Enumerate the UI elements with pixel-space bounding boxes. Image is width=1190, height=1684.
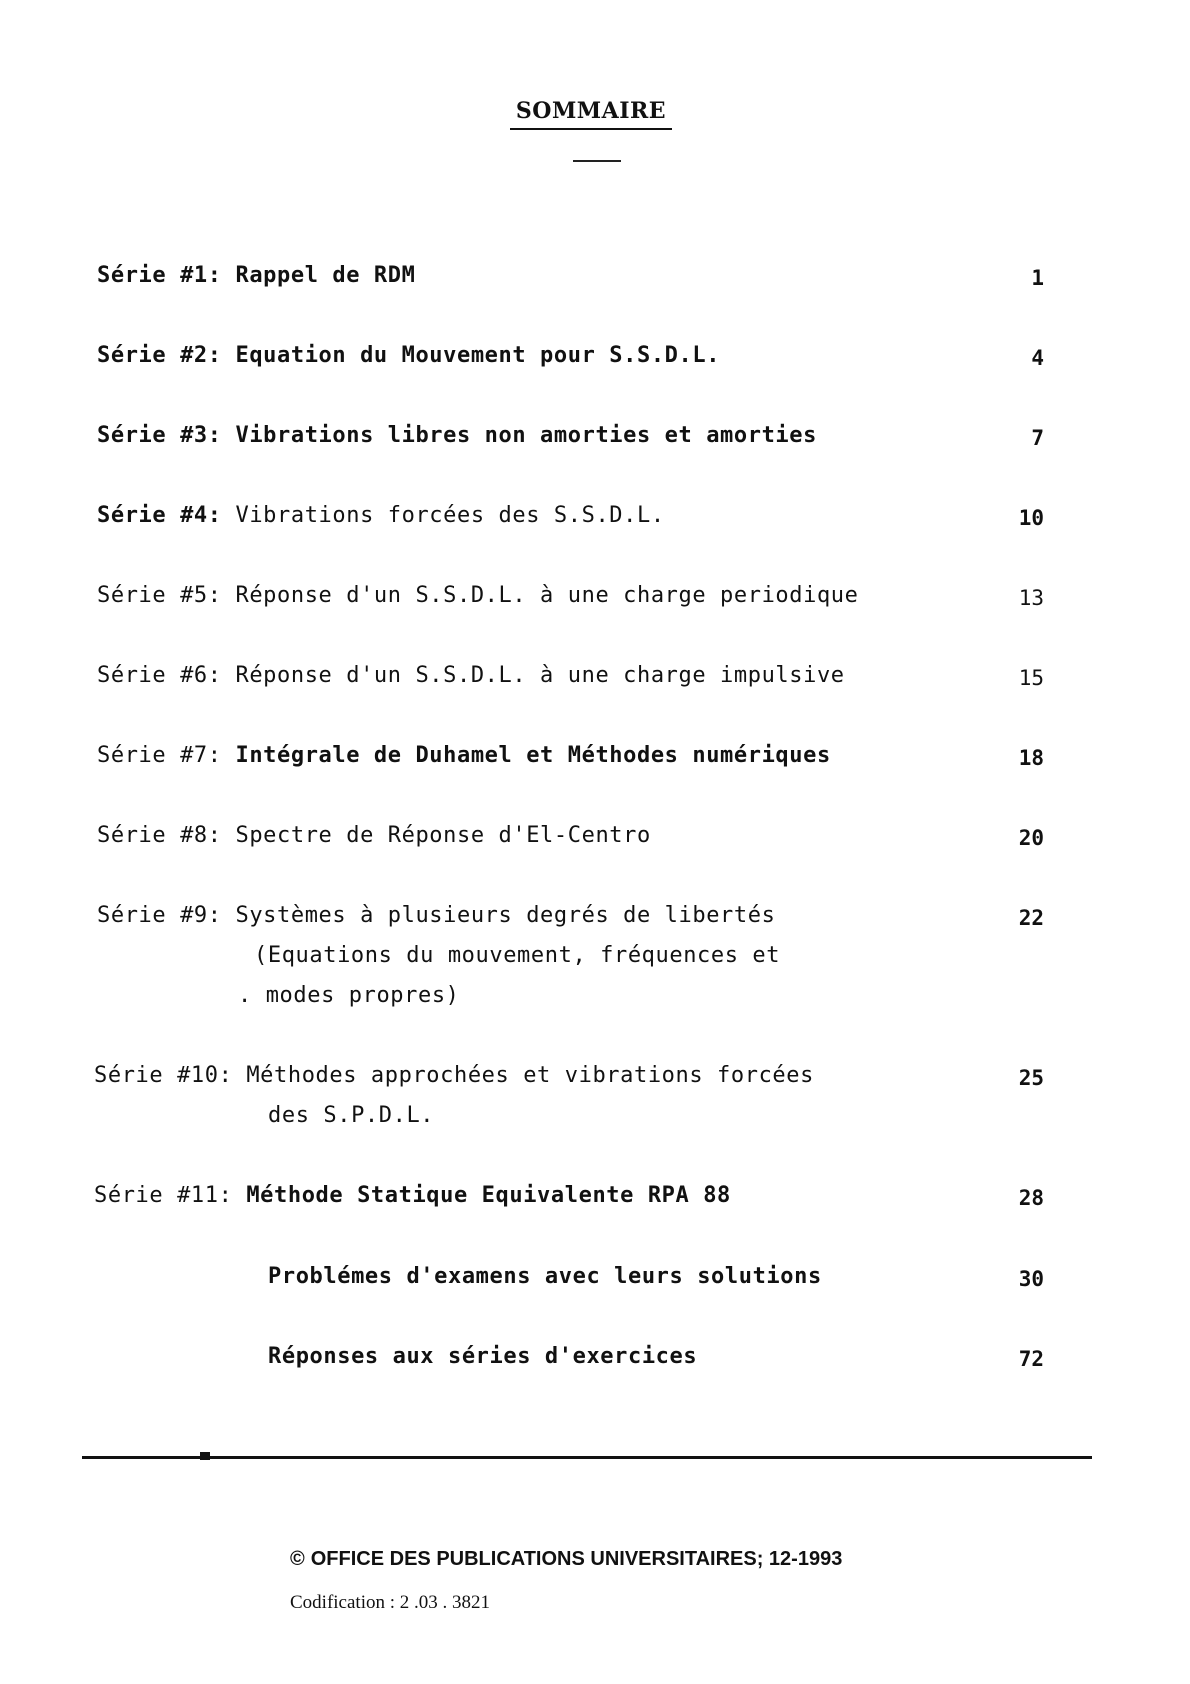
codification-line: Codification : 2 .03 . 3821 [290, 1592, 491, 1613]
toc-entry-11 [94, 1176, 731, 1216]
entry-title: Méthode Statique Equivalente RPA 88 [246, 1183, 731, 1208]
page-number: 28 [1018, 1186, 1044, 1210]
entry-title: Méthodes approchées et vibrations forcées [246, 1063, 814, 1088]
serie-label: Série #9: [97, 903, 222, 928]
serie-label: Série #7: [97, 743, 222, 768]
page-number: 13 [1018, 586, 1044, 610]
page-number: 4 [1031, 346, 1044, 370]
serie-label: Série #8: [97, 823, 222, 848]
serie-label: Série #4: [97, 503, 222, 528]
page-number: 10 [1018, 506, 1044, 530]
toc-entry-4 [97, 496, 665, 536]
serie-label: Série #10: [94, 1063, 233, 1088]
divider-mark [200, 1452, 210, 1460]
page-number: 15 [1018, 666, 1044, 690]
toc-extra-answers: Réponses aux séries d'exercices [268, 1344, 698, 1369]
page-title: SOMMAIRE [510, 98, 672, 130]
entry-title: Spectre de Réponse d'El-Centro [235, 823, 651, 848]
entry-title: Intégrale de Duhamel et Méthodes numériques [235, 743, 831, 768]
entry-title: Systèmes à plusieurs degrés de libertés [235, 903, 776, 928]
entry-title: Réponse d'un S.S.D.L. à une charge impulsive [235, 663, 845, 688]
toc-entry-9 [97, 896, 775, 936]
entry-title: Vibrations libres non amorties et amorties [235, 423, 817, 448]
page-number: 20 [1018, 826, 1044, 850]
page-number: 30 [1018, 1267, 1044, 1291]
toc-entry-2 [97, 336, 720, 376]
copyright-icon: © [290, 1548, 305, 1570]
page-number: 7 [1031, 426, 1044, 450]
toc-entry-3 [97, 416, 817, 456]
serie-label: Série #1: [97, 263, 222, 288]
entry-continuation: . modes propres) [238, 983, 460, 1008]
entry-title: Vibrations forcées des S.S.D.L. [235, 503, 665, 528]
entry-continuation: des S.P.D.L. [268, 1103, 435, 1128]
toc-entry-7 [97, 736, 831, 776]
entry-title: Equation du Mouvement pour S.S.D.L. [235, 343, 721, 368]
toc-entry-8 [97, 816, 651, 856]
footer-divider [82, 1456, 1092, 1459]
toc-entry-5 [97, 576, 859, 616]
page-number: 22 [1018, 906, 1044, 930]
toc-extra-problems: Problémes d'examens avec leurs solutions [268, 1264, 822, 1289]
publisher-text: OFFICE DES PUBLICATIONS UNIVERSITAIRES; 12-1993 [310, 1548, 843, 1570]
toc-entry-10 [94, 1056, 814, 1096]
entry-title: Rappel de RDM [235, 263, 416, 288]
serie-label: Série #6: [97, 663, 222, 688]
toc-entry-6 [97, 656, 845, 696]
page-number: 25 [1018, 1066, 1044, 1090]
entry-continuation: (Equations du mouvement, fréquences et [254, 943, 781, 968]
serie-label: Série #3: [97, 423, 222, 448]
serie-label: Série #5: [97, 583, 222, 608]
serie-label: Série #11: [94, 1183, 233, 1208]
page-number: 72 [1018, 1347, 1044, 1371]
publisher-line [290, 1548, 842, 1571]
toc-entry-1 [97, 256, 415, 296]
page-number: 18 [1018, 746, 1044, 770]
page-number: 1 [1031, 266, 1044, 290]
serie-label: Série #2: [97, 343, 222, 368]
entry-title: Réponse d'un S.S.D.L. à une charge periodique [235, 583, 859, 608]
